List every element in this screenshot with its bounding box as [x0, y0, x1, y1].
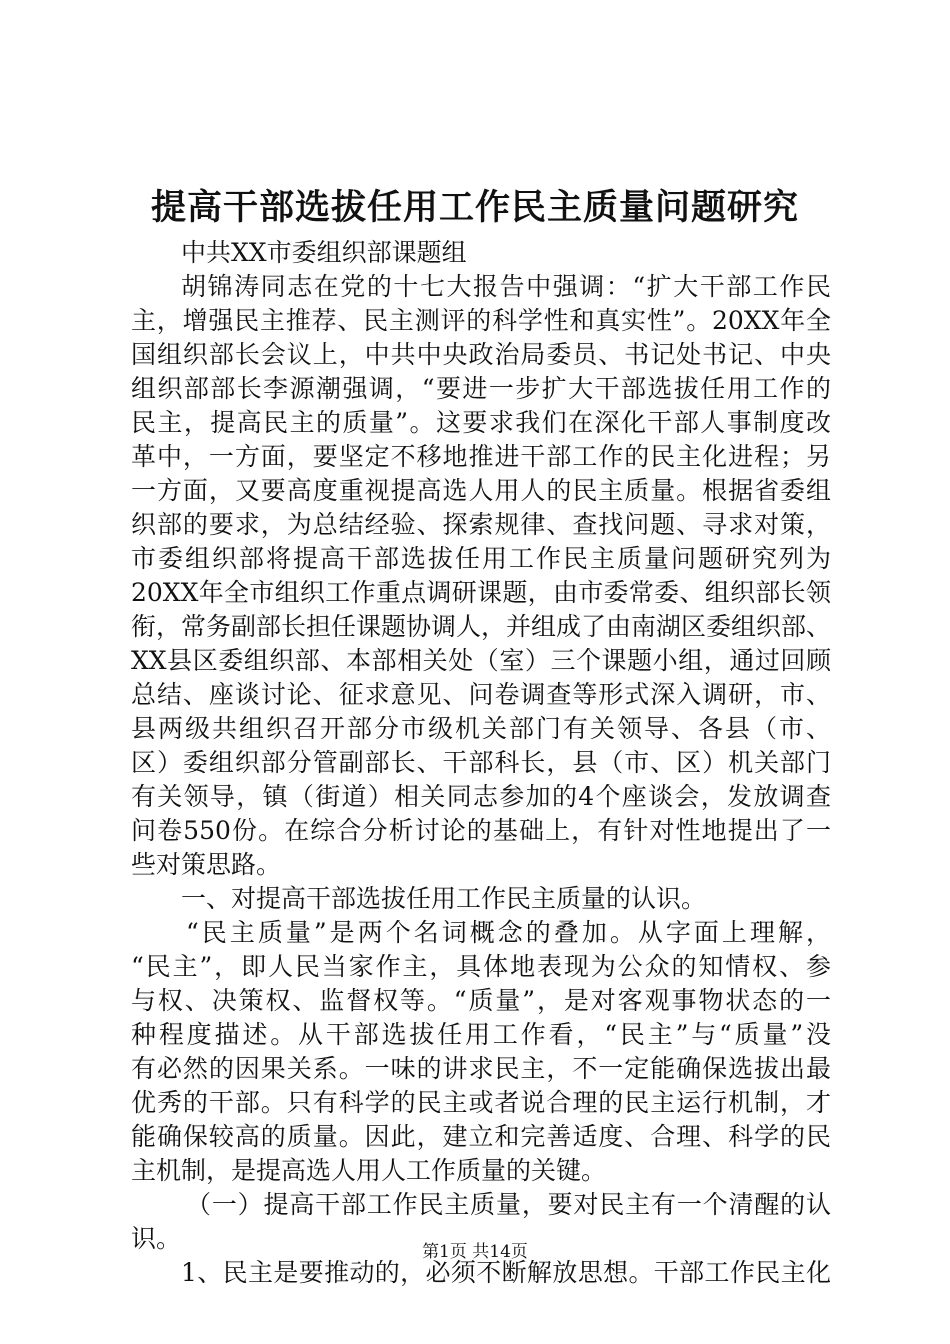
paragraph-line: 总结、座谈讨论、征求意见、问卷调查等形式深入调研，市、 — [131, 680, 831, 709]
paragraph-line: 有必然的因果关系。一味的讲求民主，不一定能确保选拔出最 — [131, 1054, 831, 1083]
subsection-heading: 识。 — [131, 1224, 182, 1253]
paragraph-line: 能确保较高的质量。因此，建立和完善适度、合理、科学的民 — [131, 1122, 831, 1151]
paragraph-line: XX县区委组织部、本部相关处（室）三个课题小组，通过回顾 — [131, 646, 831, 675]
document-body — [131, 236, 831, 1290]
paragraph-line: 有关领导，镇（街道）相关同志参加的4个座谈会，发放调查 — [131, 782, 831, 811]
paragraph-line: 市委组织部将提高干部选拔任用工作民主质量问题研究列为 — [131, 544, 831, 573]
paragraph-line: 革中，一方面，要坚定不移地推进干部工作的民主化进程；另 — [131, 442, 831, 471]
paragraph-line: “民主”，即人民当家作主，具体地表现为公众的知情权、参 — [131, 952, 831, 981]
paragraph-line: 衔，常务副部长担任课题协调人，并组成了由南湖区委组织部、 — [131, 612, 832, 641]
paragraph-line: 县两级共组织召开部分市级机关部门有关领导、各县（市、 — [131, 714, 831, 743]
paragraph-line: 些对策思路。 — [131, 850, 282, 879]
paragraph-line: 问卷550份。在综合分析讨论的基础上，有针对性地提出了一 — [131, 816, 831, 845]
paragraph-line: 国组织部长会议上，中共中央政治局委员、书记处书记、中央 — [131, 340, 831, 369]
page-number: 第1页 共14页 — [422, 1242, 528, 1262]
document-title: 提高干部选拔任用工作民主质量问题研究 — [150, 187, 799, 228]
author-line: 中共XX市委组织部课题组 — [181, 238, 467, 267]
paragraph-line: 织部的要求，为总结经验、探索规律、查找问题、寻求对策， — [131, 510, 831, 539]
paragraph-line: 主，增强民主推荐、民主测评的科学性和真实性”。20XX年全 — [131, 306, 831, 335]
paragraph-line: 优秀的干部。只有科学的民主或者说合理的民主运行机制，才 — [131, 1088, 831, 1117]
paragraph-line: 民主，提高民主的质量”。这要求我们在深化干部人事制度改 — [131, 408, 831, 437]
paragraph-line: 区）委组织部分管副部长、干部科长，县（市、区）机关部门 — [131, 748, 831, 777]
paragraph-line: 20XX年全市组织工作重点调研课题，由市委常委、组织部长领 — [131, 578, 831, 607]
paragraph-line: 种程度描述。从干部选拔任用工作看，“民主”与“质量”没 — [131, 1020, 831, 1049]
paragraph-line: 组织部部长李源潮强调，“要进一步扩大干部选拔任用工作的 — [131, 374, 831, 403]
subsection-heading: （一）提高干部工作民主质量，要对民主有一个清醒的认 — [186, 1190, 831, 1219]
paragraph-line: 一方面，又要高度重视提高选人用人的民主质量。根据省委组 — [131, 476, 831, 505]
paragraph-line: 与权、决策权、监督权等。“质量”，是对客观事物状态的一 — [131, 986, 831, 1015]
section-heading: 一、对提高干部选拔任用工作民主质量的认识。 — [181, 884, 707, 913]
paragraph-line: 胡锦涛同志在党的十七大报告中强调：“扩大干部工作民 — [181, 272, 831, 301]
paragraph-line: “民主质量”是两个名词概念的叠加。从字面上理解， — [186, 918, 831, 947]
paragraph-line: 1、民主是要推动的，必须不断解放思想。干部工作民主化 — [181, 1258, 831, 1287]
paragraph-line: 主机制，是提高选人用人工作质量的关键。 — [131, 1156, 607, 1185]
